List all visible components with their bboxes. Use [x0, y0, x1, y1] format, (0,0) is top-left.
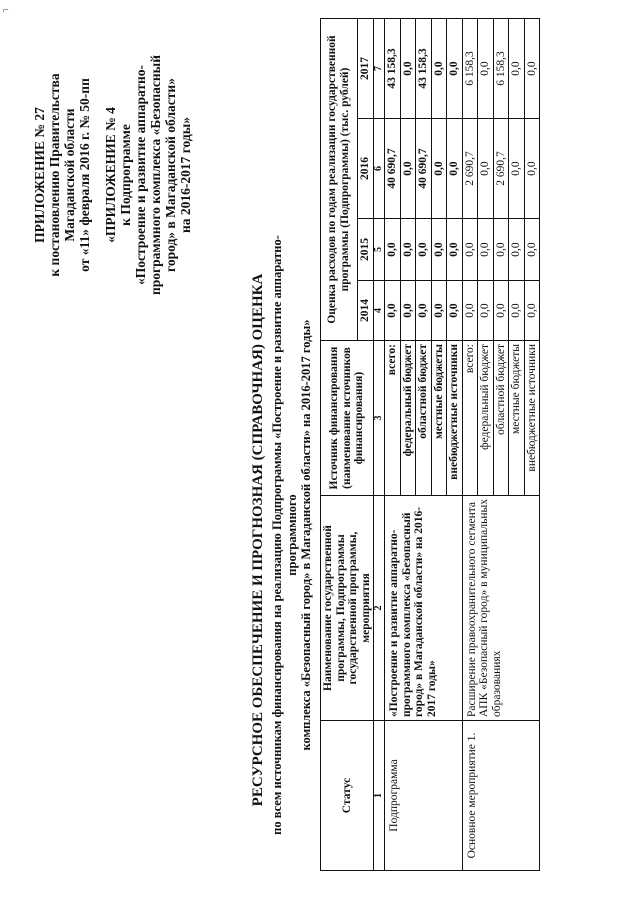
value-cell: 40 690,7: [385, 119, 401, 219]
column-number: 4: [374, 281, 385, 341]
value-cell: 0,0: [478, 281, 494, 341]
header-year: 2017: [357, 19, 373, 119]
value-cell: 0,0: [431, 119, 447, 219]
value-cell: 0,0: [509, 19, 525, 119]
source-cell: областной бюджет: [416, 341, 432, 496]
header-year: 2016: [357, 119, 373, 219]
value-cell: 0,0: [478, 119, 494, 219]
status-cell: Основное мероприятие 1.: [462, 721, 540, 871]
header-name: Наименование государственной программы, Подпрограммы государственной программы, мероприятия: [321, 496, 374, 721]
value-cell: 0,0: [400, 281, 416, 341]
value-cell: 0,0: [509, 119, 525, 219]
column-number-row: [374, 19, 385, 871]
value-cell: 0,0: [400, 219, 416, 281]
header-estimate: Оценка расходов по годам реализации государственной программы (Подпрограммы) (тыс. рублей): [321, 19, 358, 341]
value-cell: 0,0: [524, 19, 540, 119]
value-cell: 0,0: [493, 219, 509, 281]
value-cell: 2 690,7: [493, 119, 509, 219]
value-cell: 0,0: [400, 119, 416, 219]
source-cell: всего:: [462, 341, 478, 496]
document-title: РЕСУРСНОЕ ОБЕСПЕЧЕНИЕ И ПРОГНОЗНАЯ (СПРАВОЧНАЯ) ОЦЕНКА: [250, 273, 266, 807]
value-cell: 0,0: [447, 119, 463, 219]
value-cell: 6 158,3: [462, 19, 478, 119]
measure-name-cell: Расширение правоохранительного сегмента АПК «Безопасный город» в муниципальных образованиях: [462, 496, 540, 721]
appendix-inner-line: «Построение и развитие аппаратно-: [133, 64, 148, 286]
value-cell: 0,0: [493, 281, 509, 341]
value-cell: 0,0: [478, 219, 494, 281]
status-cell: Подпрограмма: [385, 721, 463, 871]
source-cell: всего:: [385, 341, 401, 496]
column-number: 2: [374, 496, 385, 721]
appendix-date-line: от «11» февраля 2016 г. № 50-пп: [77, 78, 92, 272]
source-cell: федеральный бюджет: [478, 341, 494, 496]
value-cell: 0,0: [462, 219, 478, 281]
appendix-inner-line: город» в Магаданской области»: [163, 78, 178, 272]
appendix-ref-line: Магаданской области: [62, 108, 77, 242]
value-cell: 2 690,7: [462, 119, 478, 219]
value-cell: 0,0: [431, 19, 447, 119]
subtitle-line: комплекса «Безопасный город» в Магаданской области» на 2016-2017 годы»: [299, 319, 313, 751]
value-cell: 0,0: [431, 219, 447, 281]
source-cell: местные бюджеты: [509, 341, 525, 496]
value-cell: 0,0: [447, 19, 463, 119]
appendix-inner-number: «ПРИЛОЖЕНИЕ № 4: [103, 107, 118, 243]
appendix-ref-line: к постановлению Правительства: [47, 73, 62, 277]
value-cell: 40 690,7: [416, 119, 432, 219]
value-cell: 43 158,3: [385, 19, 401, 119]
subtitle-line: по всем источникам финансирования на реализацию Подпрограммы «Построение и развитие аппаратно-программного: [270, 235, 299, 835]
source-cell: внебюджетные источники: [524, 341, 540, 496]
value-cell: 0,0: [478, 19, 494, 119]
value-cell: 0,0: [509, 281, 525, 341]
value-cell: 0,0: [385, 281, 401, 341]
value-cell: 0,0: [447, 281, 463, 341]
value-cell: 0,0: [524, 281, 540, 341]
appendix-inner-line: программного комплекса «Безопасный: [148, 55, 163, 296]
document-subtitle: [270, 205, 314, 865]
value-cell: 6 158,3: [493, 19, 509, 119]
resource-table: [320, 18, 540, 871]
value-cell: 0,0: [524, 219, 540, 281]
appendix-number: ПРИЛОЖЕНИЕ № 27: [32, 107, 47, 243]
appendix-inner-line: на 2016-2017 годы»: [178, 116, 193, 234]
scan-mark: ⌐: [3, 5, 9, 16]
table-row: [462, 19, 478, 871]
program-name-cell: «Построение и развитие аппаратно-программного комплекса «Безопасный город» в Магаданской области» на 2016-2017 годы»: [385, 496, 463, 721]
source-cell: внебюджетные источники: [447, 341, 463, 496]
value-cell: 43 158,3: [416, 19, 432, 119]
column-number: 5: [374, 219, 385, 281]
value-cell: 0,0: [431, 281, 447, 341]
column-number: 3: [374, 341, 385, 496]
header-source: Источник финансирования (наименование источников финансирования): [321, 341, 374, 496]
column-number: 1: [374, 721, 385, 871]
header-year: 2014: [357, 281, 373, 341]
value-cell: 0,0: [447, 219, 463, 281]
value-cell: 0,0: [416, 281, 432, 341]
source-cell: местные бюджеты: [431, 341, 447, 496]
value-cell: 0,0: [509, 219, 525, 281]
value-cell: 0,0: [416, 219, 432, 281]
table-header-row: [321, 19, 358, 871]
value-cell: 0,0: [524, 119, 540, 219]
appendix-inner-line: к Подпрограмме: [118, 124, 133, 226]
appendix-header: [32, 45, 193, 305]
header-year: 2015: [357, 219, 373, 281]
value-cell: 0,0: [462, 281, 478, 341]
value-cell: 0,0: [400, 19, 416, 119]
column-number: 6: [374, 119, 385, 219]
column-number: 7: [374, 19, 385, 119]
source-cell: федеральный бюджет: [400, 341, 416, 496]
table-row: [385, 19, 401, 871]
source-cell: областной бюджет: [493, 341, 509, 496]
value-cell: 0,0: [385, 219, 401, 281]
header-status: Статус: [321, 721, 374, 871]
